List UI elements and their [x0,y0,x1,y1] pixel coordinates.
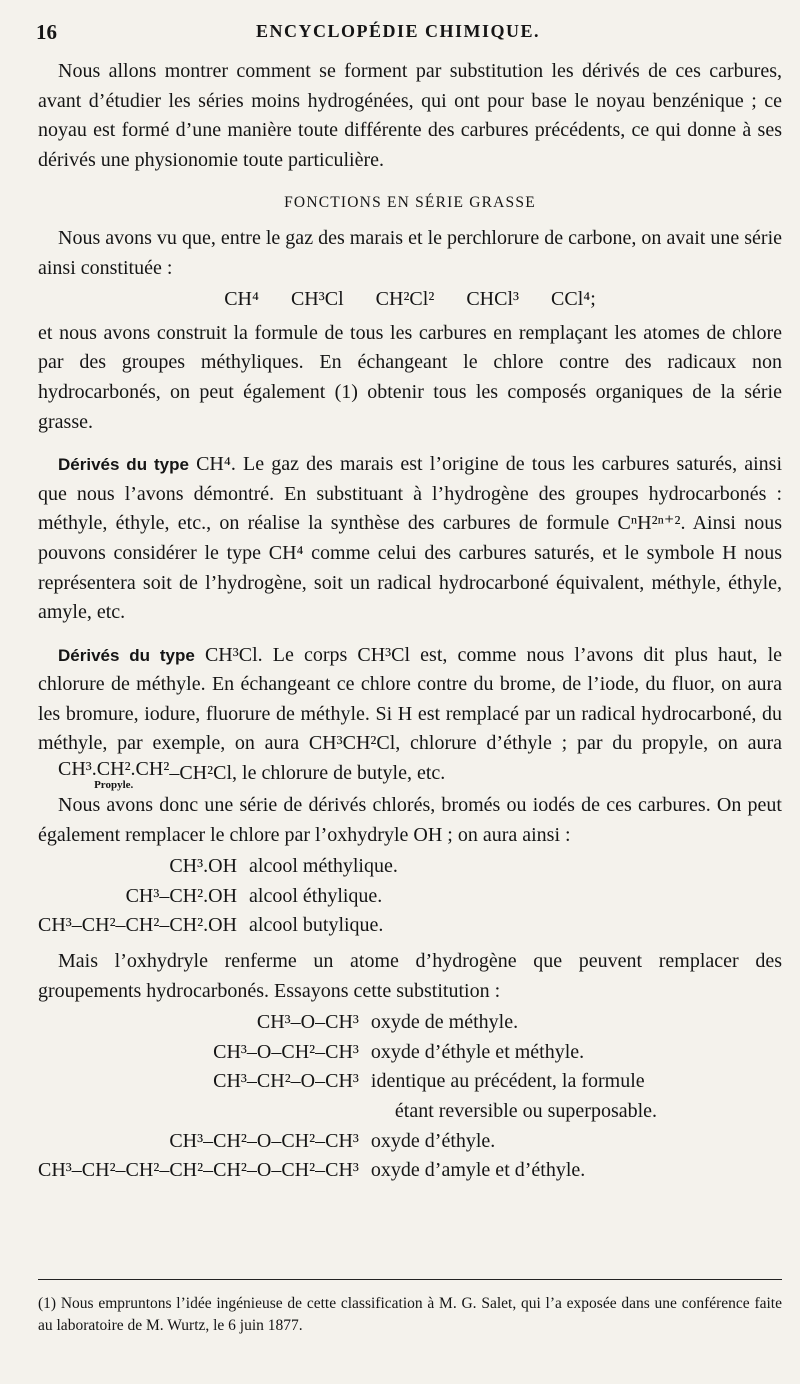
type-ch3cl-paragraph [38,641,782,791]
ether-formula: CH³–CH²–O–CH²–CH³ [169,1129,359,1152]
type-ch3cl-text-end: –CH²Cl, le chlorure de butyle, etc. [169,762,446,785]
series-formula: CH²Cl² [375,288,435,311]
type-ch4-text: Le gaz des marais est l’origine de tous les carbures saturés, ainsi que nous l’avons démontré. En substituant à l’hydrogène des groupes hydrocarbonés : méthyle, éthyle, etc., on réalise la synthèse des carbures de formule CⁿH²ⁿ⁺². Ainsi nous pouvons considérer le type CH⁴ comme celui des carbures saturés, et le symbole H nous représentera soit de l’hydrogène, soit un radical hydrocarboné équivalent, méthyle, éthyle, amyle, etc. [38,453,783,624]
type-ch3cl-heading: Dérivés du type [58,645,195,665]
propyl-label: Propyle. [94,779,134,792]
alcohol-name: alcool butylique. [249,914,384,937]
running-title: ENCYCLOPÉDIE CHIMIQUE. [255,21,541,41]
type-ch4-paragraph [38,450,782,628]
chloride-series-row [38,285,782,315]
alcohol-row [38,911,398,941]
construct-paragraph: et nous avons construit la formule de tous les carbures en remplaçant les atomes de chlore par des groupes méthyliques. En échangeant le chlore contre des radicaux non hydrocarbonés, on peut également (1) obtenir tous les composés organiques de la série grasse. [38,321,782,433]
page-body [38,57,782,1192]
type-ch4-heading: Dérivés du type [58,455,189,475]
series-formula: CHCl³ [466,288,520,311]
ether-row [38,1127,657,1157]
alcohol-name: alcool méthylique. [249,855,398,878]
series-formula: CCl⁴; [551,288,596,311]
ether-row [38,1097,657,1127]
ether-formula: CH³–O–CH²–CH³ [213,1040,359,1063]
propyl-formula-group [38,759,169,791]
footnote: (1) Nous empruntons l’idée ingénieuse de cette classification à M. G. Salet, qui l’a exposée dans une conférence faite au laboratoire de M. Wurtz, le 6 juin 1877. [38,1295,782,1334]
ether-formula: CH³–CH²–CH²–CH²–CH²–O–CH²–CH³ [38,1159,359,1182]
ether-paragraph: Mais l’oxhydryle renferme un atome d’hydrogène que peuvent remplacer des groupements hydrocarbonés. Essayons cette substitution : [38,950,782,1002]
series-formula: CH³Cl [290,288,344,311]
ether-row [38,1038,657,1068]
type-ch4-formula: CH⁴. [196,453,236,476]
ether-name: oxyde d’éthyle et méthyle. [370,1040,585,1063]
ether-name: oxyde de méthyle. [370,1011,519,1034]
section-title: FONCTIONS EN SÉRIE GRASSE [284,194,536,212]
ether-row [38,1156,657,1186]
ether-name: étant reversible ou superposable. [394,1100,658,1122]
series-formula: CH⁴ [224,288,259,311]
page-number: 16 [36,20,57,44]
alcohol-formula: CH³.OH [169,855,238,878]
alcohol-row [38,852,398,882]
ether-name: identique au précédent, la formule [370,1070,645,1093]
propyl-formula: CH³.CH².CH² [58,758,170,781]
ether-name: oxyde d’éthyle. [370,1129,496,1152]
footnote-rule [38,1279,782,1280]
ether-row [38,1067,657,1097]
ether-name: oxyde d’amyle et d’éthyle. [370,1159,586,1182]
page-header [36,20,760,46]
ether-table [38,1008,657,1186]
ether-formula: CH³–CH²–O–CH³ [213,1070,359,1093]
oh-paragraph: Nous avons donc une série de dérivés chlorés, bromés ou iodés de ces carbures. On peut également remplacer le chlore par l’oxhydryle OH ; on aura ainsi : [38,794,782,846]
alcohol-formula: CH³–CH²–CH²–CH².OH [38,914,238,937]
ether-formula [38,1097,371,1127]
alcohol-row [38,882,398,912]
ether-formula: CH³–O–CH³ [256,1011,359,1034]
ether-row [38,1008,657,1038]
series-paragraph: Nous avons vu que, entre le gaz des marais et le perchlorure de carbone, on avait une série ainsi constituée : [38,226,782,279]
type-ch3cl-text: CH³Cl. Le corps CH³Cl est, comme nous l’avons dit plus haut, le chlorure de méthyle. En échangeant ce chlore contre du brome, de l’iode, du fluor, on aura les bromure, iodure, fluorure de méthyle. Si H est remplacé par un radical hydrocarboné, du méthyle, par exemple, on aura CH³CH²Cl, chlorure d’éthyle ; par du propyle, on aura [38,643,782,755]
alcohol-name: alcool éthylique. [249,884,383,907]
intro-paragraph: Nous allons montrer comment se forment par substitution les dérivés de ces carbures, avant d’étudier les séries moins hydrogénées, qui ont pour base le noyau benzénique ; ce noyau est formé d’une manière toute différente des carbures précédents, ce qui donne à ses dérivés une physionomie toute particulière. [38,60,782,171]
alcohol-table [38,852,398,941]
alcohol-formula: CH³–CH².OH [125,884,238,907]
